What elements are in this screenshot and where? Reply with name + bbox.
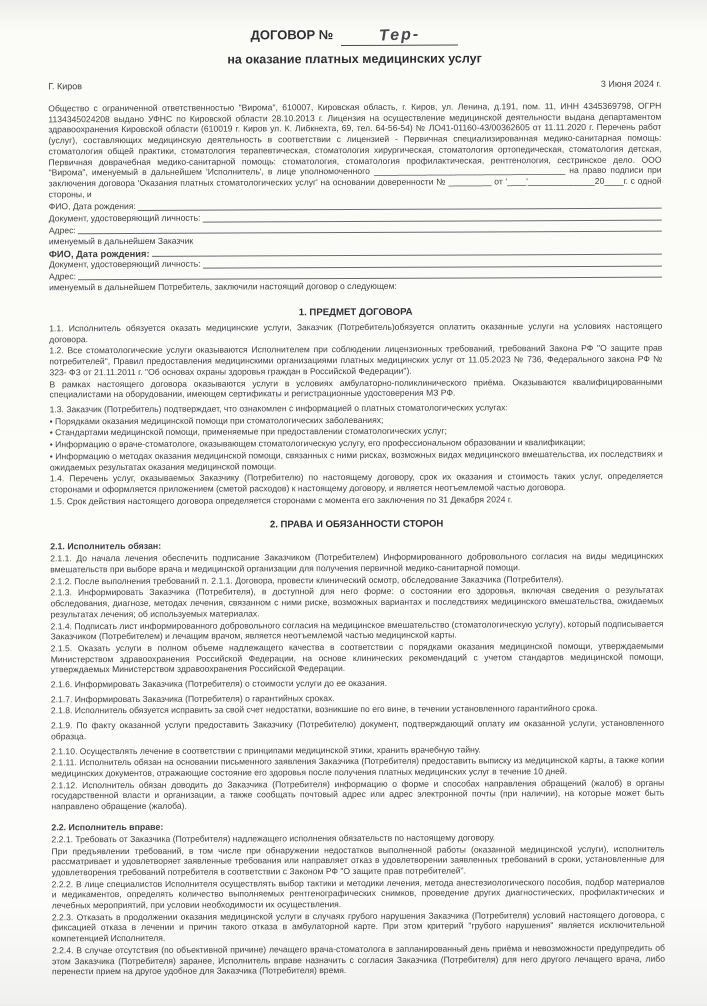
clause-1-3-bullet-4: • Информацию о методах оказания медицинской помощи, связанных с ними рисках, возможных видах медицинского вмешательства, их последствиях и ожидаемых результатах оказания медицинской помощи. <box>49 448 663 472</box>
blank-underline <box>78 223 662 235</box>
subsection-2-1-heading: 2.1. Исполнитель обязан: <box>50 541 162 552</box>
city-date-row <box>48 79 661 92</box>
clause-2-1-9: 2.1.9. По факту оказанной услуги предоставить Заказчику (Потребителю) документ, подтверждающий оплату им оказанной услуги, установленного образца. <box>50 717 664 742</box>
clause-1-3-bullet-2: • Стандартами медицинской помощи, применяемые при предоставлении стоматологических услуг; <box>49 425 447 438</box>
contract-date: 3 Июня 2024 г. <box>600 78 662 89</box>
clause-2-2-2: 2.2.2. В лице специалистов Исполнителя осуществлять выбор тактики и методики лечения, метода анестезиологического пособия, подбор материалов и медикаментов, определять количество выполняемых рентгенографических снимков, проведение других диагностических, профилактических и лечебных мероприятий, при условии необходимости их осуществления. <box>51 876 665 911</box>
clause-1-2: 1.2. Все стоматологические услуги оказываются Исполнителем при соблюдении лицензионных требований, требований Закона РФ "О защите прав потребителей", Правил предоставления медицинскими организациями платных медицинских услуг от 11.05.2023 № 736, Федерального закона РФ № 323- ФЗ от 21.11.2011 г. "Об основах охраны здоровья граждан в Российской Федерации"). <box>49 343 663 378</box>
contract-number-handwritten: Тер- <box>378 25 421 45</box>
field-label: ФИО, Дата рождения: <box>48 201 136 212</box>
document-title-row <box>48 25 661 48</box>
field-label: ФИО, Дата рождения: <box>48 247 150 260</box>
contract-number-blank <box>341 26 458 47</box>
clause-2-1-12: 2.1.12. Исполнитель обязан доводить до Заказчика (Потребителя) информацию о форме и способах направления обращений (жалоб) в органы государственной власти и организации, а также сообщать почтовый адрес или адрес электронной почты (при наличии), на которые может быть направлено обращение (жалоба). <box>51 777 665 812</box>
consumer-designation-line: именуемый в дальнейшем Потребитель, заключили настоящий договор о следующем: <box>49 281 397 293</box>
clause-2-1-10: 2.1.10. Осуществлять лечение в соответствии с принципами медицинской этики, хранить врачебную тайну. <box>51 744 481 756</box>
clause-2-1-1: 2.1.1. До начала лечения обеспечить подписание Заказчиком (Потребителем) Информированного добровольного согласия на виды медицинских вмешательств при выборе врача и медицинской организации для получения первичной медико-санитарной помощи. <box>50 550 664 575</box>
clause-2-1-8: 2.1.8. Исполнитель обязуется исправить за свой счет недостатки, возникшие по его вине, в течении установленного гарантийного срока. <box>50 703 598 716</box>
clause-2-2-4: 2.2.4. В случае отсутствия (по объективной причине) лечащего врача-стоматолога в запланированный день приёма и невозможности предупредить об этом Заказчика (Потребителя) заранее, Исполнитель вправе назначить с согласия Заказчика (Потребителя) для него другого лечащего врача, либо перенести прием на другое удобное для Заказчика (Потребителя) время. <box>51 942 666 977</box>
section1-heading: 1. ПРЕДМЕТ ДОГОВОРА <box>298 306 413 319</box>
clause-1-3-bullet-1: • Порядками оказания медицинской помощи при стоматологических заболеваниях; <box>49 414 384 427</box>
subsection-2-2-heading: 2.2. Исполнитель вправе: <box>51 821 164 833</box>
clause-2-1-7: 2.1.7. Информировать Заказчика (Потребителя) о гарантийных сроках. <box>50 692 335 705</box>
blank-underline <box>202 211 661 222</box>
clause-2-2-1-continued: При предъявлении требований, в том числе при обнаружении недостатков выполненной работы (оказанной медицинской услуги), исполнитель рассматривает и удовлетворяет заявленные требования или направляет отказ в удовлетворении заявленных требований в сроки, установленные для удовлетворения требований потребителя в соответствии с Законом РФ "О защите прав потребителей". <box>51 843 665 878</box>
blank-underline <box>138 200 662 211</box>
contract-title-label: ДОГОВОР № <box>250 27 334 43</box>
field-label: Документ, удостоверяющий личность: <box>48 258 201 270</box>
clause-2-1-6: 2.1.6. Информировать Заказчика (Потребителя) о стоимости услуги до ее оказания. <box>50 677 388 690</box>
clause-2-2-3: 2.2.3. Отказать в продолжении оказания медицинской услуги в случаях грубого нарушения Заказчика (Потребителя) условий настоящего договора, с фиксацией отказа в лечении и причин такого отказа в амбулаторной карте. При этом критерий "грубого нарушения" является исключительной компетенцией Исполнителя. <box>51 909 665 944</box>
clause-1-1: 1.1. Исполнитель обязуется оказать медицинские услуги, Заказчик (Потребитель)обязуется оплатить оказанные услуги на условиях настоящего договора. <box>49 320 663 345</box>
field-label: Адрес: <box>48 224 76 235</box>
clause-2-1-3: 2.1.3. Информировать Заказчика (Потребителя), в доступной для него форме: о состоянии его здоровья, включая сведения о результатах обследования, диагнозе, методах лечения, связанном с ними риске, возможных вариантах и последствиях медицинского вмешательства, ожидаемых результатах лечения; об используемых материалах. <box>50 585 664 620</box>
clause-2-1-2: 2.1.2. После выполнения требований п. 2.1.1. Договора, провести клинический осмотр, обследование Заказчика (Потребителя). <box>50 573 564 587</box>
blank-underline <box>78 269 662 281</box>
clause-2-1-11: 2.1.11. Исполнитель обязан на основании письменного заявления Заказчика (Потребителя) предоставить выписку из медицинской карты, а также копии медицинских документов, отражающие состояние его здоровья после получения платных медицинских услуг в течение 10 дней. <box>51 754 665 779</box>
field-label: Документ, удостоверяющий личность: <box>48 212 201 224</box>
blank-underline <box>152 246 662 257</box>
party-fields-block <box>49 199 662 294</box>
field-label: Адрес: <box>48 271 77 282</box>
executor-intro-paragraph: Общество с ограниченной ответственностью "Вирома", 610007, Кировская область, г. Киров, ул. Ленина, д.191, пом. 11, ИНН 4345369798, ОГРН 1134345024208 выдано УФНС по Кировской области 28.10.2013 г. Лицензия на осуществление медицинской деятельности выдана департаментом здравоохранения Кировской области (610019 г. Киров ул. К. Либкнехта, 69, тел. 64-56-54) № ЛО41-01160-43/00362605 от 11.11.2020 г. Перечень работ (услуг), составляющих медицинскую деятельность в соответствии с лицензией - Первичная специализированная медико-санитарная помощь: стоматология общей практики, стоматология терапевтическая, стоматология хирургическая, стоматология ортопедическая, стоматология детская, Первичная доврачебная медико-санитарной помощь: стоматология, стоматология профилактическая, рентгенология, сестринское дело. ООО "Вирома", именуемый в дальнейшем 'Исполнитель', в лице уполномоченного ________________________________________ на право подписи при заключения договора 'Оказания платных стоматологических услуг' на основании доверенности № _________ от '____'______________20____г. с одной стороны, и <box>48 100 662 199</box>
clause-1-3: 1.3. Заказчик (Потребитель) подтверждает, что ознакомлен с информацией о платных стоматологических услугах: <box>49 402 508 415</box>
clause-2-1-5: 2.1.5. Оказать услуги в полном объеме надлежащего качества в соответствии с порядками оказания медицинской помощи, утверждаемыми Министерством здравоохранения Российской Федерации, на основе клинических рекомендаций с учетом стандартов медицинской помощи, утверждаемых Министерством здравоохранения Российской Федерации. <box>50 640 664 675</box>
clause-1-2-continued: В рамках настоящего договора оказываются услуги в условиях амбулаторно-поликлинического приёма. Оказываются квалифицированными специалистами на оборудовании, имеющем сертификаты и регистрационные удостоверения МЗ РФ. <box>49 376 663 400</box>
clause-2-1-4: 2.1.4. Подписать лист информированного добровольного согласия на медицинское вмешательство (стоматологическую услугу), который подписывается Заказчиком (Потребителем) и лечащим врачом, является неотъемлемой частью медицинской карты. <box>50 618 664 642</box>
clause-2-2-1: 2.2.1. Требовать от Заказчика (Потребителя) надлежащего исполнения обязательств по настоящему договору. <box>51 832 496 845</box>
customer-designation-line: именуемый в дальнейшем Заказчик <box>48 235 194 247</box>
blank-underline <box>203 258 662 269</box>
clause-1-3-bullet-3: • Информацию о враче-стоматологе, оказывающем стоматологическую услугу, его профессиональном образовании и квалификации; <box>49 437 586 450</box>
clause-1-4: 1.4. Перечень услуг, оказываемых Заказчику (Потребителю) по настоящему договору, срок их оказания и стоимость таких услуг, определяется сторонами и оформляется приложением (сметой расходов) к настоящему договору, и является неотъемлемой частью договора. <box>49 470 663 495</box>
document-subtitle: на оказание платных медицинских услуг <box>227 51 482 67</box>
clause-1-5: 1.5. Срок действия настоящего договора определяется сторонами с момента его заключения по 31 Декабря 2024 г. <box>49 493 513 506</box>
city-label: Г. Киров <box>48 81 83 92</box>
section2-heading: 2. ПРАВА И ОБЯЗАННОСТИ СТОРОН <box>269 518 444 531</box>
